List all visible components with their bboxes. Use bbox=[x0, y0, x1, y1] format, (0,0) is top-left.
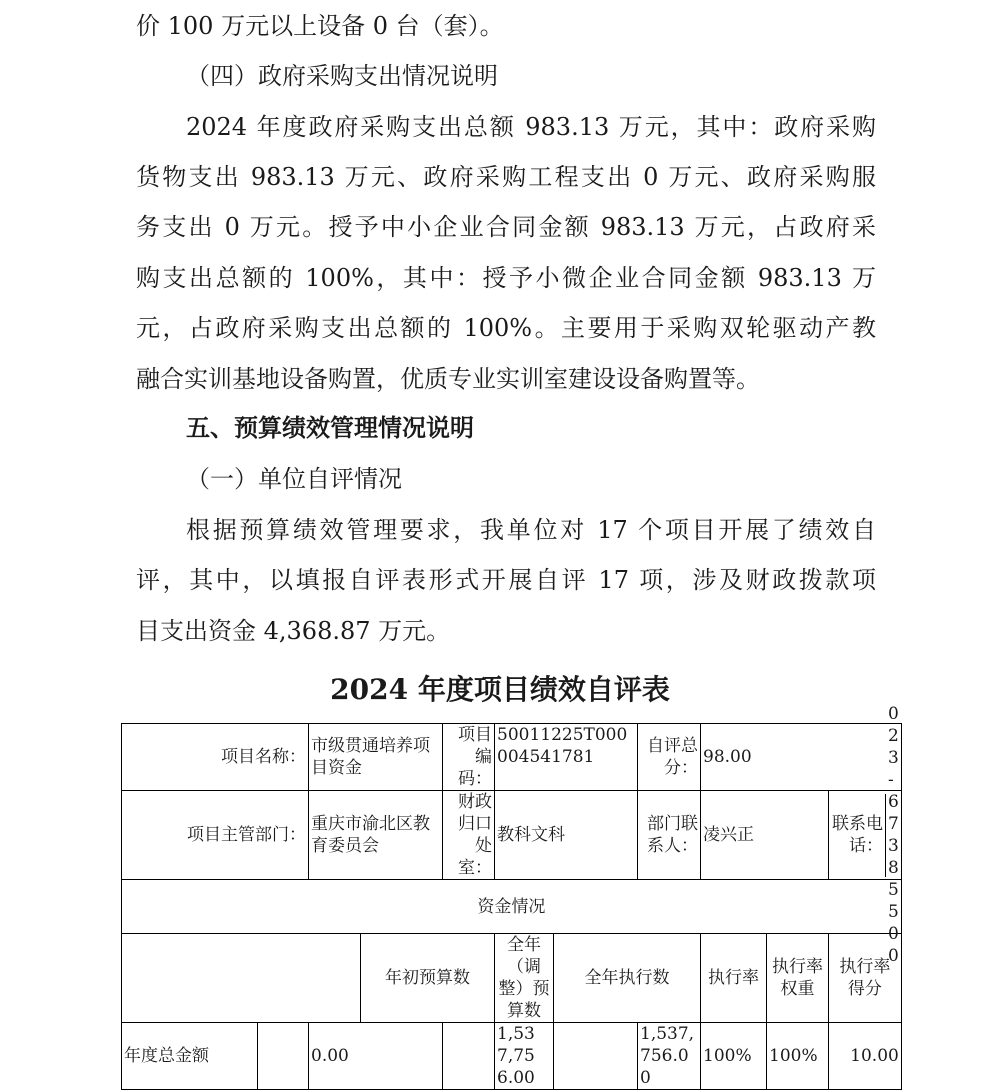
total-rate: 100% bbox=[701, 1023, 767, 1090]
blank-cell bbox=[554, 1023, 638, 1090]
total-adjusted: 1,537,756.00 bbox=[495, 1023, 554, 1090]
table-row bbox=[122, 1023, 902, 1090]
col-initial: 年初预算数 bbox=[361, 934, 495, 1023]
contact-label: 部门联系人： bbox=[638, 791, 701, 880]
paragraph-line: 评，其中，以填报自评表形式开展自评 17 项，涉及财政拨款项 bbox=[136, 566, 876, 594]
header-blank bbox=[122, 934, 361, 1023]
section-heading: 五、预算绩效管理情况说明 bbox=[186, 414, 474, 442]
project-code-label: 项目编码： bbox=[443, 724, 495, 791]
score-value: 98.00 bbox=[701, 724, 902, 791]
paragraph-line: 融合实训基地设备购置，优质专业实训室建设设备购置等。 bbox=[136, 365, 760, 393]
finance-label: 财政归口处室： bbox=[443, 791, 495, 880]
table-header-row bbox=[122, 934, 902, 1023]
col-score: 执行率得分 bbox=[829, 934, 902, 1023]
total-score: 10.00 bbox=[829, 1023, 902, 1090]
paragraph-line: 元，占政府采购支出总额的 100%。主要用于采购双轮驱动产教 bbox=[136, 314, 876, 342]
col-executed: 全年执行数 bbox=[554, 934, 701, 1023]
contact-value: 凌兴正 bbox=[701, 791, 829, 880]
phone-cell bbox=[829, 704, 902, 966]
finance-value: 教科文科 bbox=[495, 791, 638, 880]
total-initial: 0.00 bbox=[309, 1023, 443, 1090]
subheading-self-eval: （一）单位自评情况 bbox=[186, 465, 402, 493]
col-rate: 执行率 bbox=[701, 934, 767, 1023]
project-code: 50011225T000004541781 bbox=[495, 724, 638, 791]
paragraph-line: 根据预算绩效管理要求，我单位对 17 个项目开展了绩效自 bbox=[186, 516, 876, 544]
col-adjusted: 全年（调整）预算数 bbox=[495, 934, 554, 1023]
score-label: 自评总分： bbox=[638, 724, 701, 791]
row-total-label: 年度总金额 bbox=[122, 1023, 258, 1090]
text-line: 价 100 万元以上设备 0 台（套）。 bbox=[136, 12, 504, 40]
phone-value: 023-67385500 bbox=[888, 704, 899, 966]
project-name: 市级贯通培养项目资金 bbox=[309, 724, 443, 791]
project-name-label: 项目名称： bbox=[122, 724, 309, 791]
phone-label: 联系电话： bbox=[829, 794, 886, 877]
dept-label: 项目主管部门： bbox=[122, 791, 309, 880]
funds-header: 资金情况 bbox=[122, 880, 902, 934]
paragraph-line: 2024 年度政府采购支出总额 983.13 万元，其中：政府采购 bbox=[186, 113, 876, 141]
total-weight: 100% bbox=[767, 1023, 829, 1090]
table-row bbox=[122, 724, 902, 791]
col-weight: 执行率权重 bbox=[767, 934, 829, 1023]
paragraph-line: 货物支出 983.13 万元、政府采购工程支出 0 万元、政府采购服 bbox=[136, 163, 876, 191]
paragraph-line: 购支出总额的 100%，其中：授予小微企业合同金额 983.13 万 bbox=[136, 264, 876, 292]
table-title: 2024 年度项目绩效自评表 bbox=[330, 673, 670, 706]
table-row bbox=[122, 880, 902, 934]
paragraph-line: 目支出资金 4,368.87 万元。 bbox=[136, 617, 451, 645]
performance-table bbox=[121, 704, 902, 1090]
dept-value: 重庆市渝北区教育委员会 bbox=[309, 791, 443, 880]
subheading-procurement: （四）政府采购支出情况说明 bbox=[186, 62, 498, 90]
blank-cell bbox=[258, 1023, 309, 1090]
blank-cell bbox=[443, 1023, 495, 1090]
total-executed: 1,537,756.00 bbox=[638, 1023, 701, 1090]
paragraph-line: 务支出 0 万元。授予中小企业合同金额 983.13 万元，占政府采 bbox=[136, 213, 876, 241]
table-row bbox=[122, 791, 902, 880]
